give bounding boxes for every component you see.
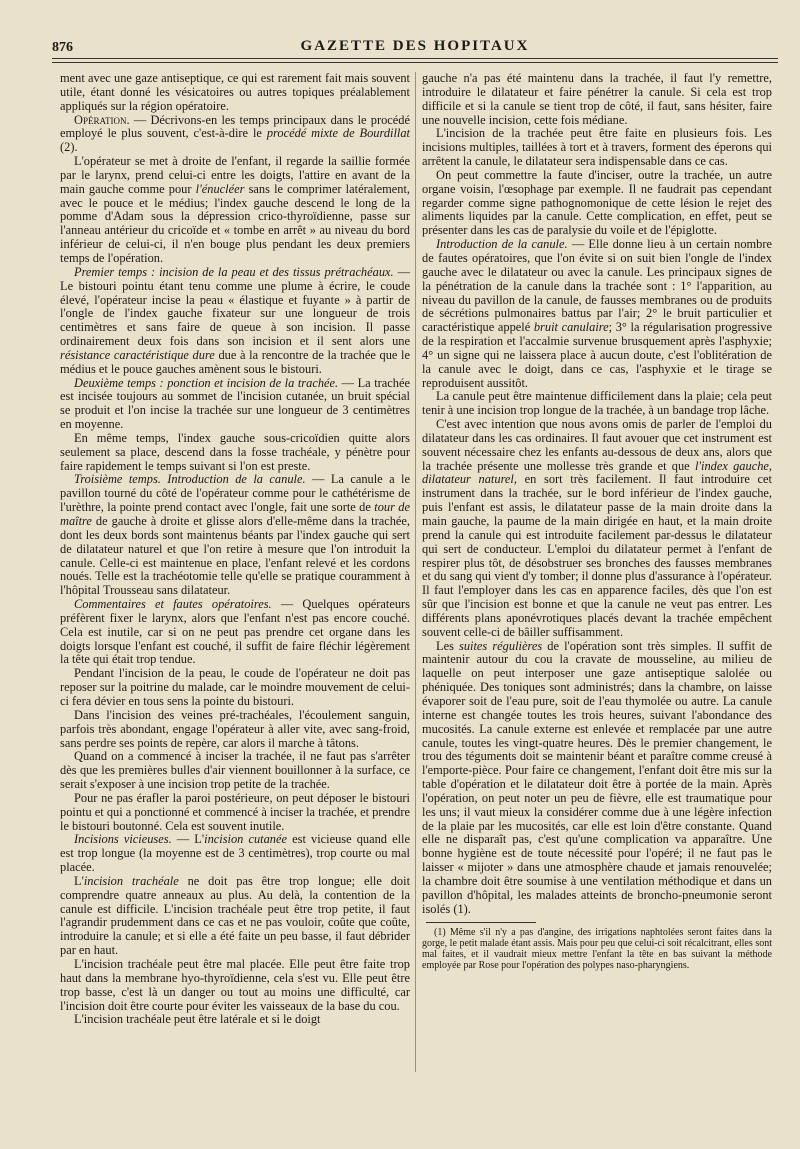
paragraph-text: L'incision de la trachée peut être faite en plusieurs fois. Les incisions multiples, taillées à tort et à travers, forment des éperons qui arrêtent la canule, le dilatateur sera indispensable dans ce cas.: [422, 126, 772, 169]
italic-phrase: tour de maître: [60, 500, 410, 528]
paragraph-tail: de gauche à droite et glisse alors d'elle-même dans la trachée, dont les deux bords sont maintenus béants par l'index gauche qui sert de dilatateur naturel et que l'on retire à mesure que l'on introduit la canule. Celle-ci est maintenue en place, l'enfant relevé et les cordons noués. Telle est la trachéotomie telle qu'elle se pratique couramment à l'hôpital Trousseau sans dilatateur.: [60, 514, 410, 598]
paragraph-tail: de l'opération sont très simples. Il suffit de maintenir autour du cou la cravate de mousseline, au milieu de laquelle on peut interposer une gaze antiseptique salolée ou phéniquée. Des toniques sont administrés; dans la chambre, on laisse évaporer soit de l'eau pure, soit de l'eau thymolée ou autre. La canule interne est changée toutes les trois heures, suivant l'abondance des mucosités. La canule externe est enlevée et remplacée par une autre canule, toutes les vingt-quatre heures. Dès le premier changement, le trou des téguments doit se maintenir béant et paraître comme creusé à l'emporte-pièce. Pour faire ce changement, l'enfant doit être mis sur la table d'opération et le dilatateur doit être à portée de la main. Après l'opération, on peut noter un peu de fièvre, elle est traumatique pour les uns; il vaut mieux la considérer comme due à une légère infection de la plaie par les mucosités, car elle est loin d'être constante. Quand elle ne disparaît pas, c'est qu'une complication va apparaître. Une bonne hygiène est de toute nécessité pour l'opéré; il ne faut pas le laisser « mijoter » dans une atmosphère chaude et jamais renouvelée; la chambre doit être soumise à une ventilation méthodique et dans un pavillon d'hôpital, les malades atteints de broncho-pneumonie seront isolés (1).: [422, 638, 772, 916]
italic-heading: Commentaires et fautes opératoires.: [74, 597, 272, 612]
italic-heading: Incisions vicieuses.: [74, 832, 172, 847]
paragraph-text: — Décrivons-en les temps principaux dans le procédé employé le plus souvent, c'est-à-dire le: [60, 112, 410, 141]
paragraph: [422, 238, 772, 390]
paragraph-text: — La canule a le pavillon tourné du côté de l'opérateur comme pour le cathétérisme de l'urèthre, la pointe prend contact avec l'ongle, fait une sorte de: [60, 472, 410, 515]
paragraph-text: L'opérateur se met à droite de l'enfant, il regarde la saillie formée par le larynx, prend celui-ci entre les doigts, l'attire en avant de la main gauche comme pour: [60, 154, 410, 196]
italic-phrase: procédé mixte de Bourdillat: [266, 126, 410, 141]
paragraph: [422, 640, 772, 917]
italic-heading: Deuxième temps : ponction et incision de la trachée.: [74, 375, 339, 390]
paragraph-text: — Le bistouri pointu étant tenu comme une plume à écrire, le coude élevé, l'opérateur incise la peau « élastique et fuyante » à partir de l'ongle de l'index gauche fixateur sur une longueur de trois centimètres et sans faire de queue à son incision. Il passe ordinairement deux fois dans son incision et il sent alors une: [60, 264, 410, 349]
paragraph: [60, 72, 410, 114]
paragraph-tail: sans le comprimer latéralement, avec le pouce et le médius; l'index gauche descend le long de la pomme d'Adam sous la dépression crico-thyroïdienne, passe sur l'anneau antérieur du cricoïde et « tombe en arrêt » au niveau du bord inférieur de celui-ci, il n'en bouge plus pendant les deux premiers temps de l'opération.: [60, 181, 411, 265]
paragraph: [60, 155, 410, 266]
header-rule-bottom: [52, 62, 778, 63]
paragraph-text: L'incision trachéale peut être latérale et si le doigt: [74, 1012, 321, 1027]
paragraph: [60, 432, 410, 474]
paragraph: [60, 875, 410, 958]
page-header: [52, 34, 778, 58]
footnote-rule: [426, 922, 536, 923]
paragraph-text: — Elle donne lieu à un certain nombre de fautes opératoires, que l'on évite si on suit bien l'ongle de l'index gauche avec le dilatateur ou avec la canule. Les principaux signes de la pénétration de la canule dans la trachée sont : 1° l'apparition, au niveau du pavillon de la canule, de fausses membranes ou de produits de sécrétions pulmonaires battus par l'air; 2° le bruit particulier et caractéristique appelé: [422, 237, 772, 335]
journal-title: GAZETTE DES HOPITAUX: [300, 38, 530, 54]
paragraph: [422, 418, 772, 640]
paragraph-text: Pendant l'incision de la peau, le coude de l'opérateur ne doit pas reposer sur la poitrine du malade, car le moindre mouvement de celui-ci fera dévier en tous sens la pointe du bistouri.: [60, 666, 410, 708]
paragraph: [60, 266, 410, 377]
paragraph: [60, 598, 410, 667]
italic-phrase: l'index gauche, dilatateur naturel,: [422, 458, 772, 487]
paragraph-text: Les: [436, 638, 460, 653]
paragraph: [60, 958, 410, 1013]
right-column-body: [422, 72, 772, 916]
paragraph: [422, 127, 772, 169]
section-lead: Opération.: [74, 112, 130, 127]
paragraph-tail: (2).: [60, 140, 78, 155]
italic-phrase: incision trachéale: [83, 873, 179, 888]
paragraph: [60, 1013, 410, 1027]
paragraph: [422, 72, 772, 127]
footnote-text: (1) Même s'il n'y a pas d'angine, des irrigations naphtolées seront faites dans la gorge, le petit malade étant assis. Mais pour peu que celui-ci soit récalcitrant, elles sont mal faites, et il vaudrait mieux mettre l'enfant la tête en bas suivant la méthode employée par Rose pour l'opération des polypes naso-pharyngiens.: [422, 927, 772, 972]
paragraph: [60, 792, 410, 834]
italic-phrase: résistance caractéristique dure: [60, 347, 215, 362]
paragraph-text: Dans l'incision des veines pré-trachéales, l'écoulement sanguin, parfois très abondant, engage l'opérateur à aller vite, avec sang-froid, sans perdre ses points de repère, car alors il marche à tâtons.: [60, 707, 410, 750]
italic-phrase: bruit canulaire: [533, 320, 609, 335]
paragraph-tail: due à la rencontre de la trachée que le médius et le pouce gauches amènent sous le bistouri.: [60, 347, 410, 376]
paragraph: [60, 750, 410, 792]
italic-phrase: l'énucléer: [195, 181, 245, 196]
paragraph: [60, 473, 410, 598]
paragraph: [60, 667, 410, 709]
paragraph: [60, 833, 410, 875]
paragraph-text: — L': [171, 832, 205, 847]
page-number: 876: [52, 40, 73, 55]
paragraph-tail: est vicieuse quand elle est trop longue (la moyenne est de 3 centimètres), trop courte ou mal placée.: [60, 832, 411, 875]
paragraph-text: C'est avec intention que nous avons omis de parler de l'emploi du dilatateur dans les cas ordinaires. Il faut avouer que cet instrument est souvent nécessaire chez les enfants au-dessous de deux ans, alors que la trachée présente une mollesse très grande et que: [422, 417, 772, 473]
italic-heading: Introduction de la canule.: [436, 237, 568, 252]
paragraph-text: gauche n'a pas été maintenu dans la trachée, il faut l'y remettre, introduire le dilatateur et faire pénétrer la canule. Si cela est trop difficile et si la canule se tient trop de côté, il faut, sans hésiter, faire une nouvelle incision, cette fois médiane.: [422, 71, 772, 127]
paragraph-text: — La trachée est incisée toujours au sommet de l'incision cutanée, un bruit spécial se produit et l'on incise la trachée sur une longueur de 3 centimètres en moyenne.: [60, 375, 410, 432]
paragraph: [60, 377, 410, 432]
paragraph-tail: ; 3° la régularisation progressive de la respiration et l'accalmie survenue brusquement après l'asphyxie; 4° un signe qui ne laissera place à aucun doute, c'est l'oblitération de la canule avec le doigt, dans ce cas, l'asphyxie et le tirage se reproduisent aussitôt.: [422, 320, 772, 390]
italic-phrase: incision cutanée: [204, 832, 288, 847]
paragraph-text: On peut commettre la faute d'inciser, outre la trachée, un autre organe voisin, l'œsophage par exemple. Il ne faudrait pas cependant regarder comme signe pathognomonique de cette lésion le rejet des aliments liquides par la canule. Cette complication, en effet, peut se présenter dans les cas de paralysie du voile et de l'épiglotte.: [422, 167, 772, 238]
italic-phrase: suites régulières: [459, 638, 543, 653]
paragraph-text: ment avec une gaze antiseptique, ce qui est rarement fait mais souvent utile, étant donné les vésicatoires ou autres topiques préalablement appliqués sur la région opératoire.: [60, 71, 410, 113]
paragraph: [60, 114, 410, 156]
column-divider: [415, 72, 416, 1072]
paragraph: [422, 169, 772, 238]
paragraph-text: — Quelques opérateurs préfèrent fixer le larynx, alors que l'enfant n'est pas encore couché. Cela est inutile, car si on ne peut pas prendre cet organe dans les doigts lorsque l'enfant est couché, il suffit de faire fléchir légèrement la tête qui était trop tendue.: [60, 597, 410, 667]
paragraph-text: L'incision trachéale peut être mal placée. Elle peut être faite trop haut dans la membrane hyo-thyroïdienne, cela s'est vu. Elle peut être trop basse, c'est là un danger ou tout au moins une difficulté, car l'incision doit être courte pour éviter les vaisseaux de la base du cou.: [60, 957, 410, 1013]
paragraph-text: En même temps, l'index gauche sous-cricoïdien quitte alors seulement sa place, descend dans la fosse trachéale, y pénètre pour faire rapidement le temps suivant si l'on est preste.: [60, 430, 410, 473]
right-column: [422, 72, 772, 971]
footnote: [422, 927, 772, 971]
paragraph-text: La canule peut être maintenue difficilement dans la plaie; cela peut tenir à une incision trop longue de la trachée, à un bandage trop lâche.: [422, 389, 772, 418]
paragraph-tail: ne doit pas être trop longue; elle doit comprendre quatre anneaux au plus. Au delà, la contention de la canule est difficile. L'incision trachéale peut être trop petite, il faut l'agrandir prudemment dans ce cas et ne pas vouloir, coûte que coûte, introduire la canule; et si elle a été faite un peu basse, il faut débrider par en haut.: [60, 873, 411, 958]
paragraph-text: Quand on a commencé à inciser la trachée, il ne faut pas s'arrêter dès que les premières bulles d'air viennent bouillonner à la surface, ce serait s'exposer à une incision trop petite de la trachée.: [60, 749, 410, 792]
italic-heading: Troisième temps. Introduction de la canule.: [74, 472, 306, 487]
paragraph-tail: en sort très facilement. Il faut introduire cet instrument dans la trachée, sur le bord inférieur de l'index gauche, puis l'enfant est assis, le dilatateur passe de la main droite dans la main gauche, la paume de la main dirigée en haut, et la main droite prend la canule qui est introduite facilement par-dessus le dilatateur qui sert de conducteur. L'emploi du dilatateur permet à l'enfant de respirer plus tôt, de désobstruer ses bronches des fausses membranes et du sang qui vient d'y tomber; il donne plus d'assurance à l'opérateur. Il faut l'employer dans les cas en apparence faciles, dès que l'on est sûr que l'incision est bonne et que la canule ne veut pas entrer. Les différents plans aponévrotiques placés devant la trachée empêchent souvent celle-ci de bâiller suffisamment.: [422, 472, 772, 639]
italic-heading: Premier temps : incision de la peau et des tissus prétrachéaux.: [74, 264, 394, 279]
paragraph-text: L': [74, 873, 84, 888]
paragraph: [422, 390, 772, 418]
paragraph: [60, 709, 410, 751]
header-rule-top: [52, 58, 778, 59]
paragraph-text: Pour ne pas érafler la paroi postérieure, on peut déposer le bistouri pointu et qui a ponctionné et commencé à inciser la trachée, et prendre le bistouri boutonné. Cela est souvent inutile.: [60, 790, 410, 833]
left-column: [60, 72, 410, 1027]
